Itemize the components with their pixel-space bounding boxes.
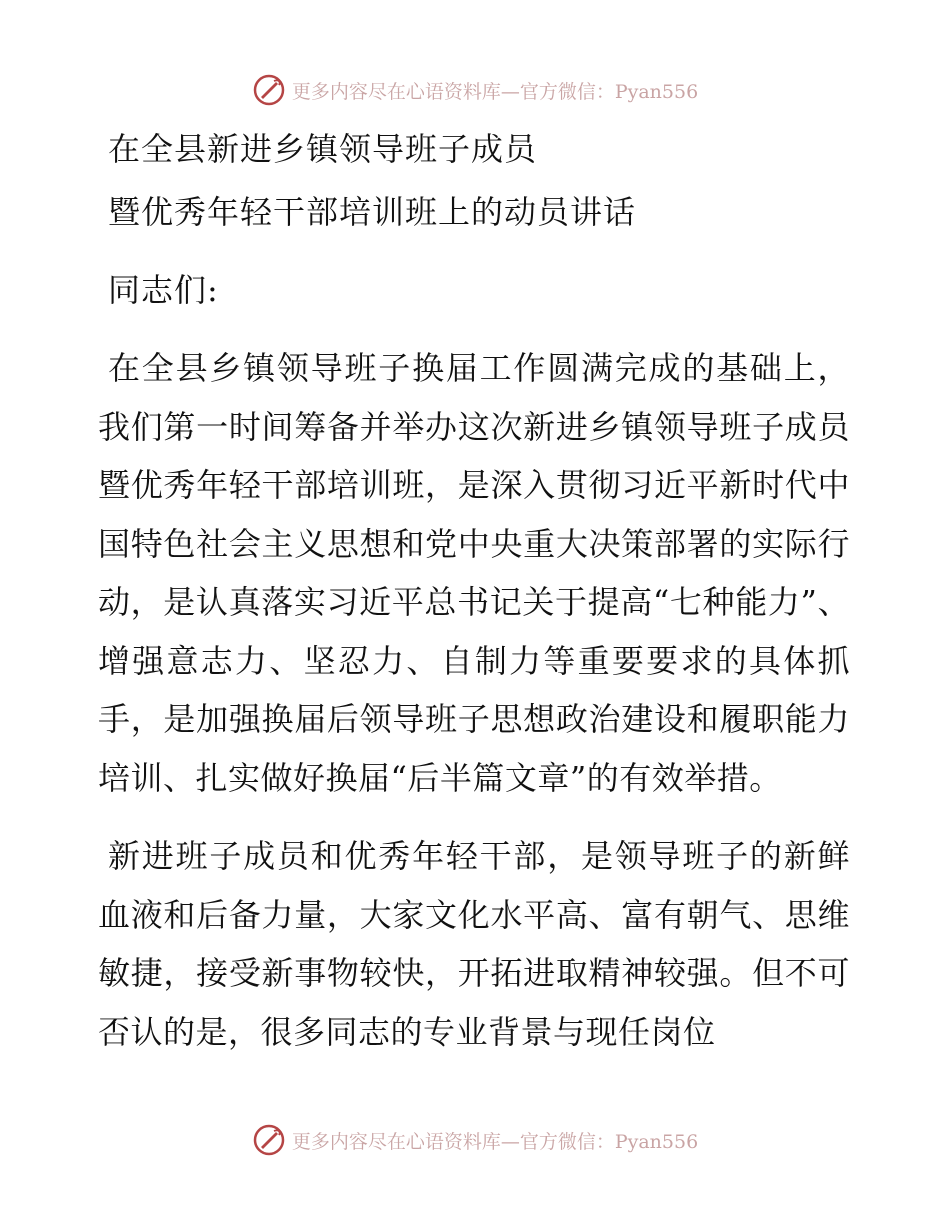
watermark-text: 更多内容尽在心语资料库—官方微信：Pyan556 bbox=[291, 80, 699, 103]
quill-logo-icon bbox=[252, 1123, 286, 1157]
watermark-text: 更多内容尽在心语资料库—官方微信：Pyan556 bbox=[291, 1130, 699, 1153]
paragraph-2: 新进班子成员和优秀年轻干部，是领导班子的新鲜血液和后备力量，大家文化水平高、富有朝气、思维敏捷，接受新事物较快，开拓进取精神较强。但不可否认的是，很多同志的专业背景与现任岗位 bbox=[98, 837, 850, 1051]
paragraph-1: 在全县乡镇领导班子换届工作圆满完成的基础上，我们第一时间筹备并举办这次新进乡镇领导班子成员暨优秀年轻干部培训班，是深入贯彻习近平新时代中国特色社会主义思想和党中央重大决策部署的实际行动，是认真落实习近平总书记关于提高“七种能力”、增强意志力、坚忍力、自制力等重要要求的具体抓手，是加强换届后领导班子思想政治建设和履职能力培训、扎实做好换届“后半篇文章”的有效举措。 bbox=[98, 349, 850, 797]
title-line-1: 在全县新进乡镇领导班子成员 bbox=[108, 130, 538, 168]
header-watermark bbox=[0, 70, 950, 110]
document-body bbox=[98, 120, 850, 1061]
quill-logo-icon bbox=[252, 73, 286, 107]
greeting: 同志们: bbox=[108, 271, 219, 309]
title-line-2: 暨优秀年轻干部培训班上的动员讲话 bbox=[108, 193, 637, 231]
footer-watermark bbox=[0, 1120, 950, 1160]
